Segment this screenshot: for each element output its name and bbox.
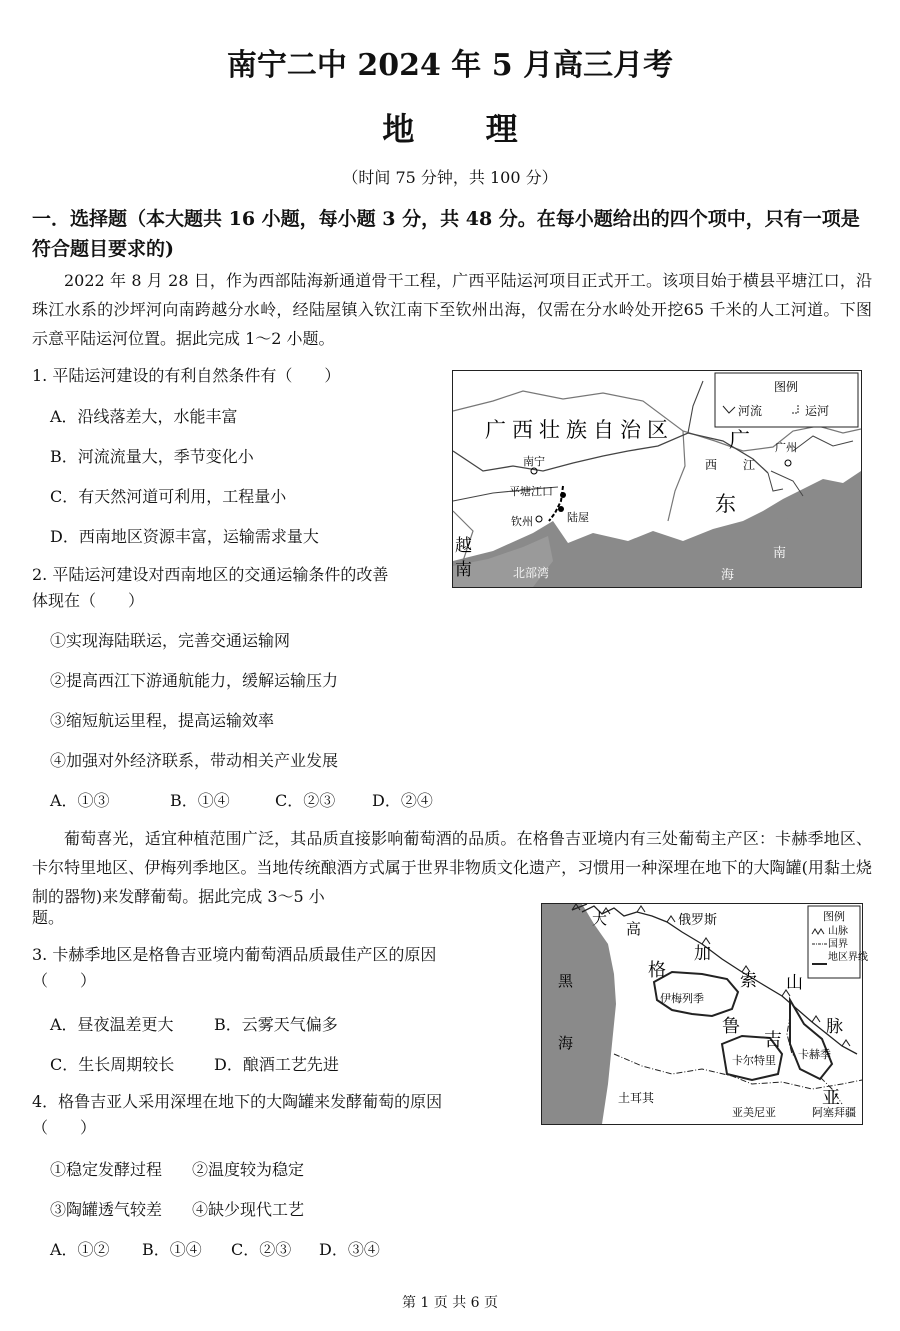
lu-label: 鲁 bbox=[722, 1016, 740, 1037]
page-footer: 第 1 页 共 6 页 bbox=[401, 1295, 499, 1311]
ge-label: 格 bbox=[648, 960, 666, 981]
qinzhou-label: 钦州 bbox=[511, 515, 533, 528]
question-4-stem-line1: 4．格鲁吉亚人采用深埋在地下的大陶罐来发酵葡萄的原因 bbox=[32, 1092, 443, 1111]
question-3-stem-line1: 3. 卡赫季地区是格鲁吉亚境内葡萄酒品质最佳产区的原因 bbox=[32, 945, 437, 964]
hai-label: 海 bbox=[721, 568, 735, 583]
q4-option-c: C．②③ bbox=[231, 1240, 292, 1259]
island bbox=[778, 511, 788, 521]
map2-legend-title: 图例 bbox=[823, 910, 845, 923]
q2-item-4: ④加强对外经济联系，带动相关产业发展 bbox=[50, 751, 339, 770]
q4-item-4: ④缺少现代工艺 bbox=[192, 1200, 305, 1219]
map2-legend-mountain: 山脉 bbox=[828, 926, 848, 937]
yue-label: 越 bbox=[455, 536, 472, 556]
qinzhou-point bbox=[536, 516, 542, 522]
passage-2: 葡萄喜光，适宜种植范围广泛，其品质直接影响葡萄酒的品质。在格鲁吉亚境内有三处葡萄主产区：卡赫季地区、卡尔特里地区、伊梅列季地区。当地传统酿酒方式属于世界非物质文化遗产，习惯用一种深埋在地下的大陶罐(用黏土烧制的器物)来发酵葡萄。据此完成 3～5 小 bbox=[32, 829, 872, 906]
sea-label: 海 bbox=[558, 1034, 574, 1052]
pingtang-label: 平塘江口 bbox=[509, 485, 553, 498]
dong-label: 东 bbox=[715, 492, 736, 516]
ya-label: 亚 bbox=[822, 1088, 840, 1109]
guang-label: 广 bbox=[729, 428, 750, 452]
da-label: 大 bbox=[592, 910, 608, 928]
q4-option-b: B．①④ bbox=[142, 1240, 202, 1259]
suo-label: 索 bbox=[740, 971, 757, 991]
map2-legend-region: 地区界线 bbox=[828, 952, 868, 963]
subject-title: 地 理 bbox=[382, 110, 548, 148]
black-label: 黑 bbox=[558, 972, 574, 990]
question-3-stem-line2: （ ） bbox=[32, 971, 97, 990]
map1-legend-canal: 运河 bbox=[805, 404, 830, 418]
guangxi-label: 广西壮族自治区 bbox=[485, 418, 674, 442]
q2-item-3: ③缩短航运里程，提高运输效率 bbox=[50, 711, 275, 730]
nan-sea-label: 南 bbox=[773, 546, 787, 561]
q3-option-b: B．云雾天气偏多 bbox=[214, 1015, 338, 1034]
q2-item-1: ①实现海陆联运，完善交通运输网 bbox=[50, 631, 291, 650]
question-2-stem-line2: 体现在（ ） bbox=[32, 591, 145, 610]
q1-option-d: D．西南地区资源丰富，运输需求量大 bbox=[50, 527, 319, 546]
time-note: （时间 75 分钟，共 100 分） bbox=[342, 168, 558, 187]
q2-option-a: A．①③ bbox=[50, 791, 110, 810]
georgia-map-drawing bbox=[542, 904, 868, 1124]
q1-option-a: A．沿线落差大，水能丰富 bbox=[50, 407, 238, 426]
georgia-map bbox=[541, 903, 868, 1125]
question-2-stem-line1: 2. 平陆运河建设对西南地区的交通运输条件的改善 bbox=[32, 565, 389, 584]
kartli-label: 卡尔特里 bbox=[732, 1054, 776, 1067]
river bbox=[793, 436, 853, 451]
question-1-stem: 1. 平陆运河建设的有利自然条件有（ ） bbox=[32, 366, 341, 385]
q4-item-2: ②温度较为稳定 bbox=[192, 1160, 305, 1179]
shan-label: 山 bbox=[786, 973, 803, 993]
jia-label: 加 bbox=[694, 944, 711, 964]
q3-option-c: C．生长周期较长 bbox=[50, 1055, 175, 1074]
passage-2-tail: 题。 bbox=[32, 908, 65, 927]
q2-option-c: C．②③ bbox=[275, 791, 336, 810]
russia-label: 俄罗斯 bbox=[678, 913, 718, 928]
xi-label: 西 bbox=[705, 458, 718, 472]
q4-item-1: ①稳定发酵过程 bbox=[50, 1160, 163, 1179]
q2-option-d: D．②④ bbox=[372, 791, 433, 810]
guangzhou-label: 广州 bbox=[775, 441, 797, 454]
q2-option-b: B．①④ bbox=[170, 791, 230, 810]
gao-label: 高 bbox=[626, 920, 642, 938]
river bbox=[688, 381, 703, 433]
q2-item-2: ②提高西江下游通航能力，缓解运输压力 bbox=[50, 671, 339, 690]
pingtang-point bbox=[560, 492, 566, 498]
kakheti-label: 卡赫季 bbox=[798, 1048, 831, 1061]
map2-legend-border: 国界 bbox=[828, 939, 848, 950]
jiang-label: 江 bbox=[743, 458, 756, 472]
map1-legend-river: 河流 bbox=[738, 404, 763, 418]
q4-item-3: ③陶罐透气较差 bbox=[50, 1200, 163, 1219]
luwu-point bbox=[558, 506, 564, 512]
imereti-label: 伊梅列季 bbox=[660, 992, 704, 1005]
black-sea-shape bbox=[542, 904, 616, 1124]
map1-legend-title: 图例 bbox=[773, 380, 799, 394]
exam-title: 南宁二中 2024 年 5 月高三月考 bbox=[226, 48, 674, 83]
q4-option-a: A．①② bbox=[50, 1240, 110, 1259]
island bbox=[795, 508, 801, 514]
guangzhou-point bbox=[785, 460, 791, 466]
q1-option-b: B．河流流量大，季节变化小 bbox=[50, 447, 254, 466]
q1-option-c: C．有天然河道可利用，工程量小 bbox=[50, 487, 287, 506]
beibuwan-label: 北部湾 bbox=[513, 566, 550, 580]
nan-vn-label: 南 bbox=[455, 560, 472, 580]
nanning-label: 南宁 bbox=[523, 455, 545, 468]
armenia-label: 亚美尼亚 bbox=[732, 1106, 776, 1119]
pinglu-canal-map bbox=[452, 370, 862, 588]
section-heading: 一．选择题（本大题共 16 小题，每小题 3 分，共 48 分。在每小题给出的四个项中，只有一项是符合题目要求的) bbox=[32, 208, 860, 260]
question-4-stem-line2: （ ） bbox=[32, 1118, 97, 1137]
azerbaijan-label: 阿塞拜疆 bbox=[812, 1106, 856, 1119]
mai-label: 脉 bbox=[826, 1017, 843, 1037]
luwu-label: 陆屋 bbox=[567, 511, 589, 524]
q3-option-d: D．酿酒工艺先进 bbox=[214, 1055, 339, 1074]
q3-option-a: A．昼夜温差更大 bbox=[50, 1015, 174, 1034]
q4-option-d: D．③④ bbox=[319, 1240, 380, 1259]
pinglu-canal-map-drawing bbox=[453, 371, 861, 587]
kakheti-region bbox=[790, 1000, 832, 1079]
passage-1: 2022 年 8 月 28 日，作为西部陆海新通道骨干工程，广西平陆运河项目正式开工。该项目始于横县平塘江口，沿珠江水系的沙坪河向南跨越分水岭，经陆屋镇入钦江南下至钦州出海，仅需在分水岭处开挖65 千米的人工河道。下图示意平陆运河位置。据此完成 1～2 小题。 bbox=[32, 271, 872, 348]
province-border bbox=[668, 431, 685, 521]
turkey-label: 土耳其 bbox=[618, 1091, 655, 1105]
ji-label: 吉 bbox=[764, 1030, 782, 1051]
